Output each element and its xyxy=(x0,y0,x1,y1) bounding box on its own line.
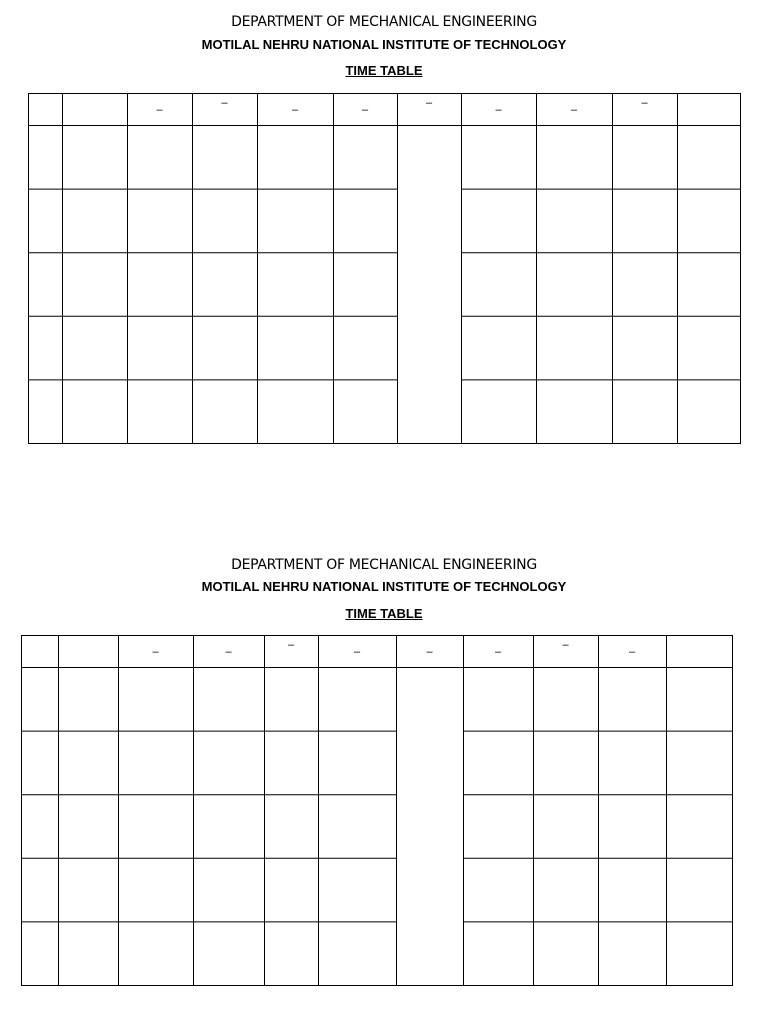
timetable-title: TIME TABLE xyxy=(345,63,423,78)
header-cell-mark: – xyxy=(291,104,299,116)
institute-heading: MOTILAL NEHRU NATIONAL INSTITUTE OF TECHNOLOGY xyxy=(201,37,567,52)
header-cell-mark: – xyxy=(156,104,163,116)
header-cell-mark: – xyxy=(570,104,578,116)
table-border xyxy=(22,636,733,986)
header-cell-mark: – xyxy=(225,646,232,658)
header-cell-mark: – xyxy=(628,646,636,658)
department-heading: DEPARTMENT OF MECHANICAL ENGINEERING xyxy=(231,557,537,573)
header-cell-mark: – xyxy=(152,646,159,658)
timetable-title: TIME TABLE xyxy=(345,606,423,621)
department-heading: DEPARTMENT OF MECHANICAL ENGINEERING xyxy=(231,14,537,30)
header-cell-mark: – xyxy=(353,646,361,658)
header-cell-mark: – xyxy=(426,646,433,658)
header-cell-mark: – xyxy=(287,639,295,651)
header-cell-mark: – xyxy=(221,97,228,109)
header-cell-mark: – xyxy=(425,97,433,109)
header-cell-mark: – xyxy=(641,97,648,109)
header-cell-mark: – xyxy=(494,646,502,658)
header-cell-mark: – xyxy=(361,104,369,116)
header-cell-mark: – xyxy=(495,104,502,116)
header-cell-mark: – xyxy=(562,639,569,651)
institute-heading: MOTILAL NEHRU NATIONAL INSTITUTE OF TECHNOLOGY xyxy=(201,579,567,594)
